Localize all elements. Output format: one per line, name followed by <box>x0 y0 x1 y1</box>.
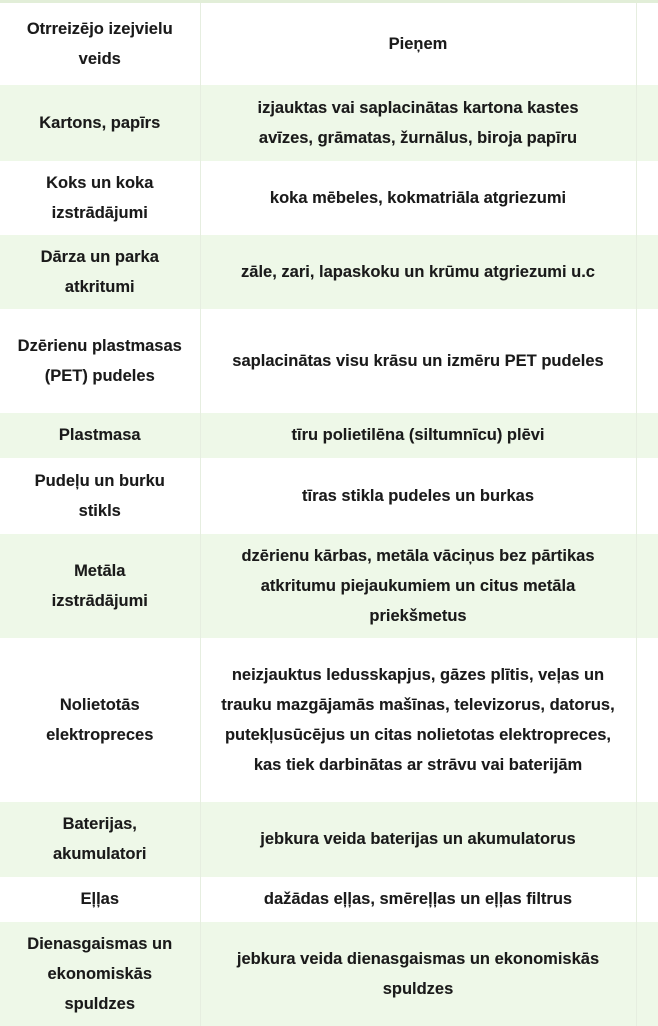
accepts-cell: zāle, zari, lapaskoku un krūmu atgriezumi u.c <box>200 235 636 309</box>
material-type-cell: Nolietotās elektropreces <box>0 638 200 802</box>
accepts-cell: neizjauktus ledusskapjus, gāzes plītis, veļas un trauku mazgājamās mašīnas, televizorus, datorus, putekļusūcējus un citas nolietotas elektropreces, kas tiek darbinātas ar strāvu vai baterijām <box>200 638 636 802</box>
table-row <box>0 235 658 309</box>
accepts-cell: tīras stikla pudeles un burkas <box>200 458 636 534</box>
accepts-cell: izjauktas vai saplacinātas kartona kastes avīzes, grāmatas, žurnālus, biroja papīru <box>200 85 636 161</box>
table-row <box>0 534 658 638</box>
header-accepts: Pieņem <box>200 2 636 85</box>
accepts-cell: jebkura veida dienasgaismas un ekonomiskās spuldzes <box>200 922 636 1026</box>
material-type-cell: Dārza un parka atkritumi <box>0 235 200 309</box>
material-type-cell: Metāla izstrādājumi <box>0 534 200 638</box>
table-row <box>0 309 658 413</box>
accepts-cell: jebkura veida baterijas un akumulatorus <box>200 802 636 877</box>
material-type-cell: Koks un koka izstrādājumi <box>0 161 200 235</box>
table-row <box>0 638 658 802</box>
table-row <box>0 877 658 922</box>
table-row <box>0 413 658 458</box>
material-type-cell: Eļļas <box>0 877 200 922</box>
material-type-cell: Baterijas, akumulatori <box>0 802 200 877</box>
material-type-cell: Dienasgaismas un ekonomiskās spuldzes <box>0 922 200 1026</box>
table-row <box>0 161 658 235</box>
material-type-cell: Pudeļu un burku stikls <box>0 458 200 534</box>
accepts-cell: tīru polietilēna (siltumnīcu) plēvi <box>200 413 636 458</box>
table-row <box>0 85 658 161</box>
table-header-row <box>0 2 658 85</box>
header-material-type: Otrreizējo izejvielu veids <box>0 2 200 85</box>
material-type-cell: Dzērienu plastmasas (PET) pudeles <box>0 309 200 413</box>
table-row <box>0 458 658 534</box>
material-type-cell: Plastmasa <box>0 413 200 458</box>
table-row <box>0 922 658 1026</box>
accepts-cell: dzērienu kārbas, metāla vāciņus bez pārtikas atkritumu piejaukumiem un citus metāla priekšmetus <box>200 534 636 638</box>
table-row <box>0 802 658 877</box>
accepts-cell: koka mēbeles, kokmatriāla atgriezumi <box>200 161 636 235</box>
accepts-cell: saplacinātas visu krāsu un izmēru PET pudeles <box>200 309 636 413</box>
accepts-cell: dažādas eļļas, smēreļļas un eļļas filtrus <box>200 877 636 922</box>
material-type-cell: Kartons, papīrs <box>0 85 200 161</box>
